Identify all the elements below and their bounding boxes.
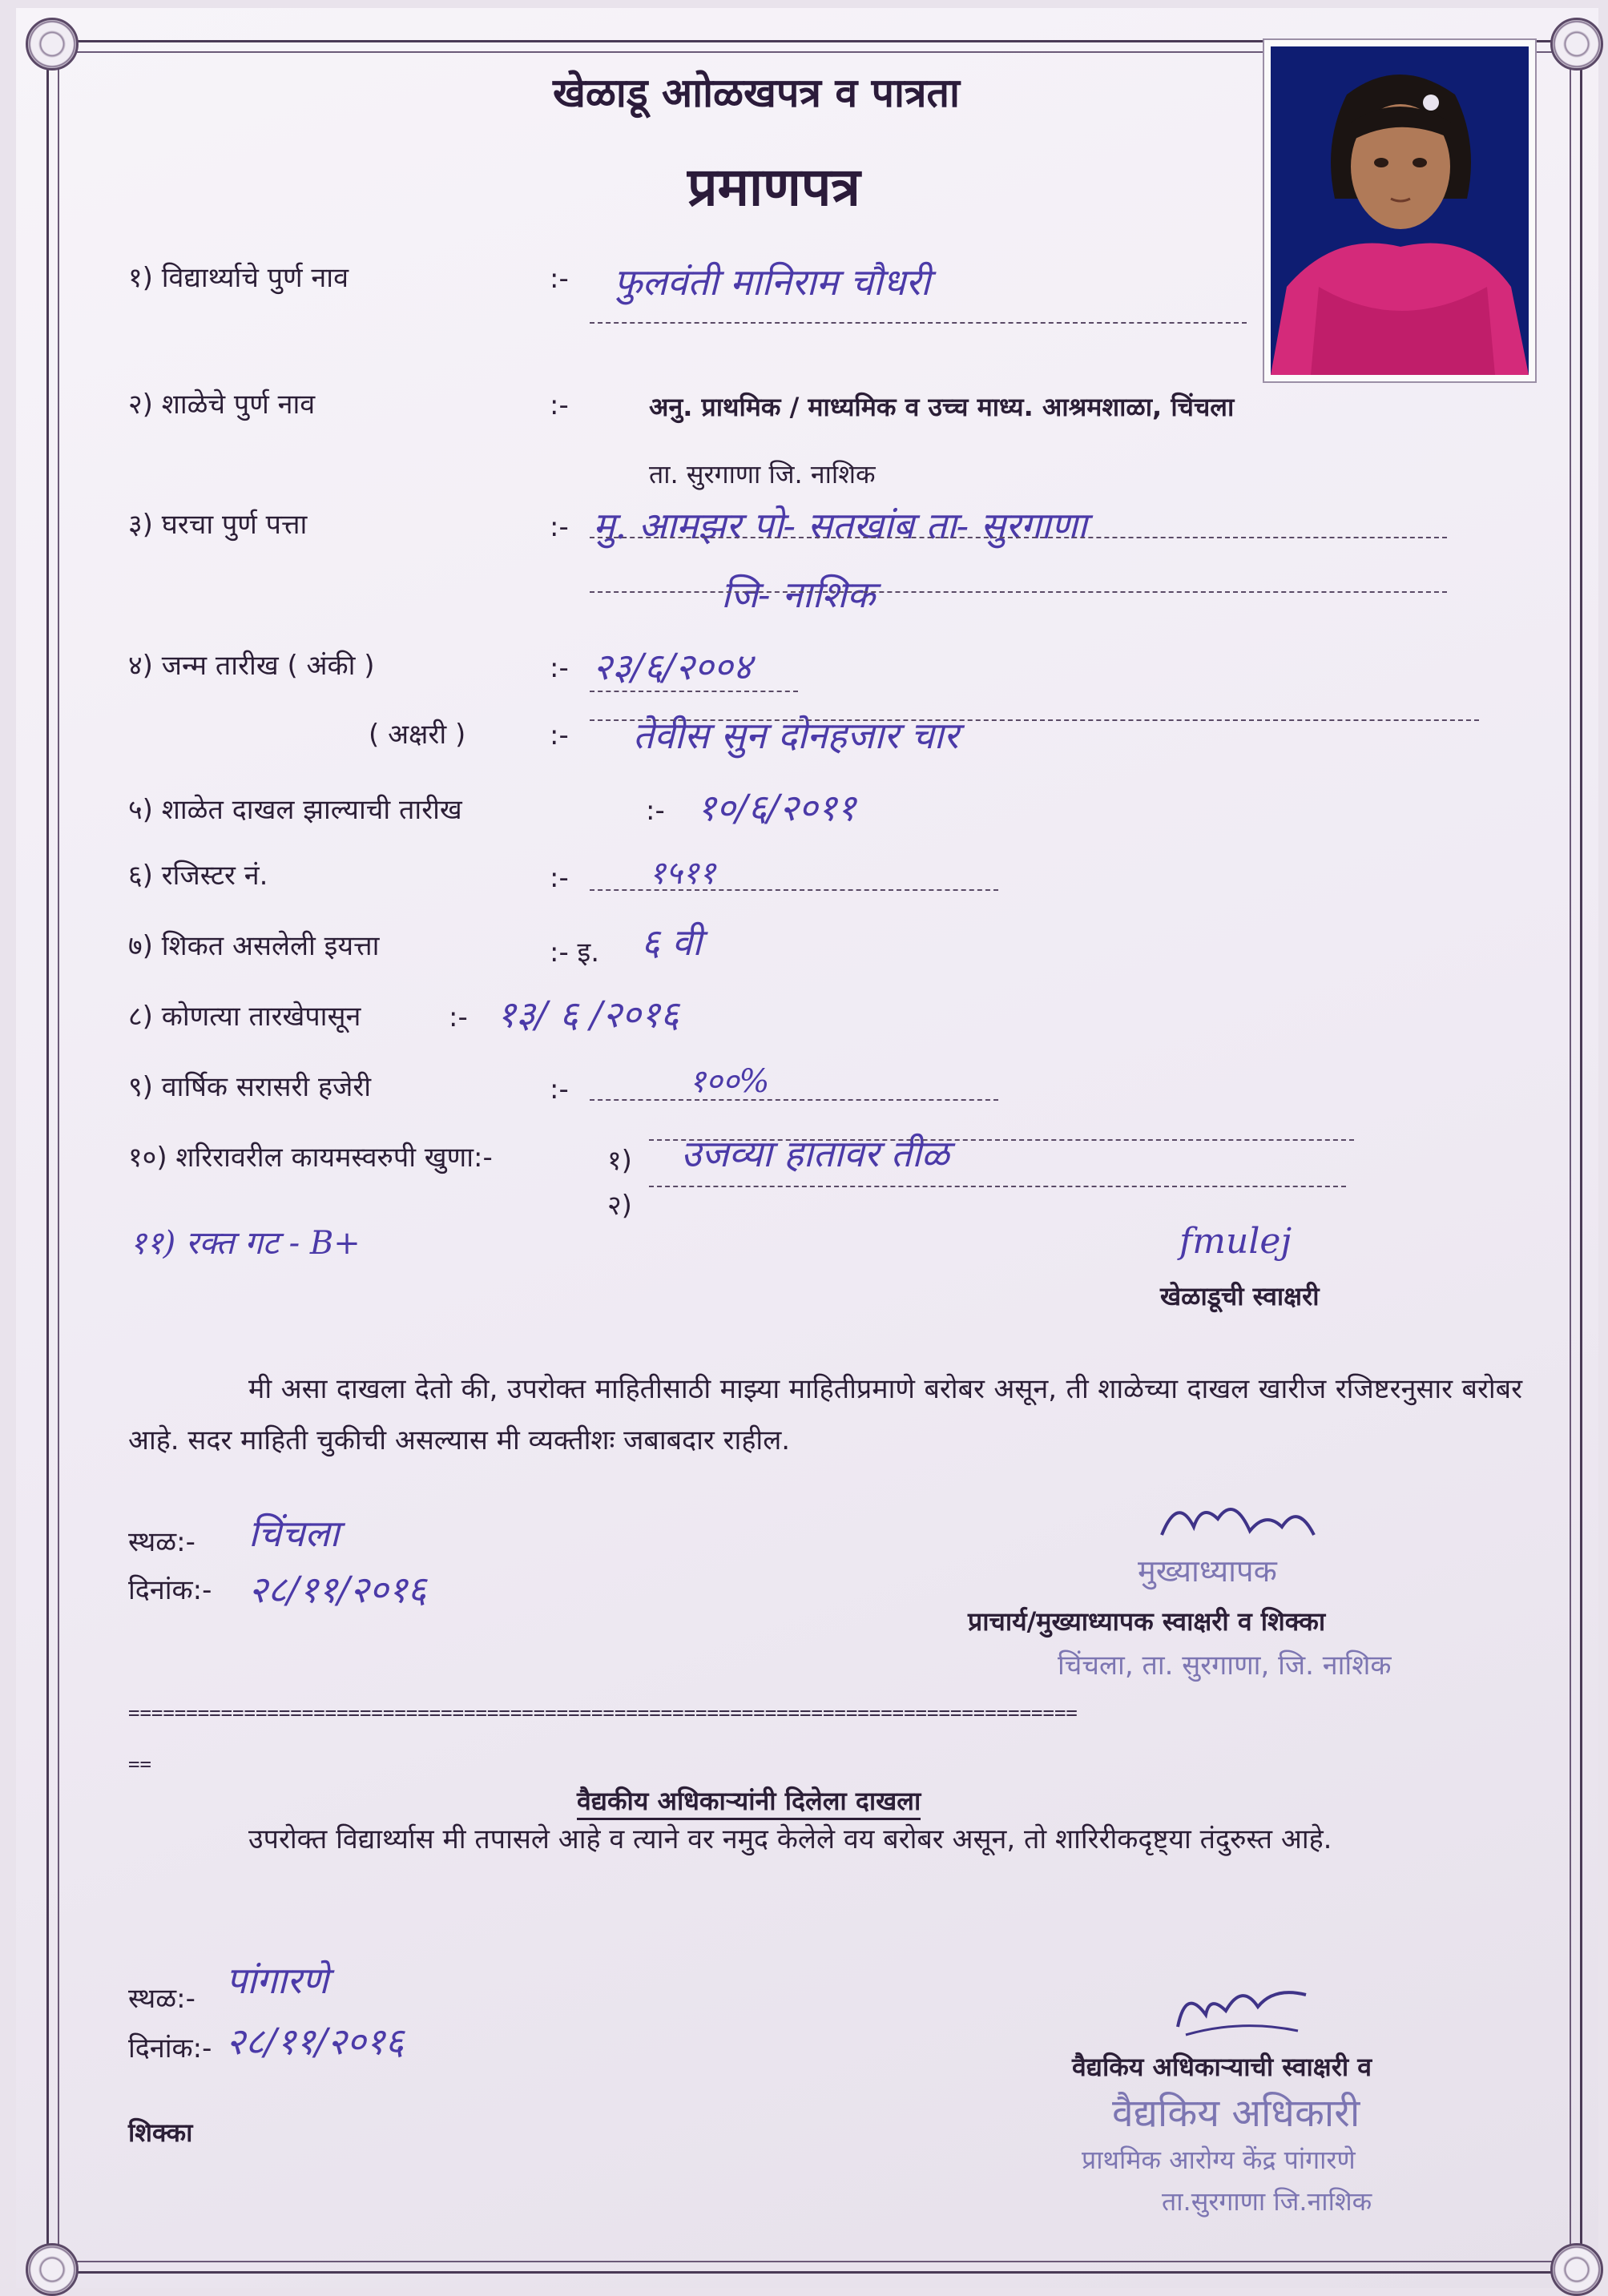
medical-text: उपरोक्त विद्यार्थ्यास मी तपासले आहे व त्याने वर नमुद केलेले वय बरोबर असून, तो शारिरीकदृष्ट्या तंदुरुस्त आहे.: [248, 1823, 1332, 1855]
birth-date-digits-value: २३/६/२००४: [593, 645, 752, 688]
medical-date-value: २८/११/२०१६: [226, 2020, 405, 2063]
medical-sign-caption: वैद्यकिय अधिकाऱ्याची स्वाक्षरी व: [1072, 2052, 1372, 2082]
medical-stamp-center: प्राथमिक आरोग्य केंद्र पांगारणे: [1082, 2145, 1356, 2175]
dotted-line: [590, 889, 998, 891]
certificate-subtitle: प्रमाणपत्र: [687, 156, 860, 218]
field-separator: :-: [550, 1073, 569, 1106]
dotted-line: [649, 1186, 1346, 1187]
field-label-birth-date: ४) जन्म तारीख ( अंकी ): [128, 650, 375, 682]
dotted-line: [590, 591, 1447, 593]
field-label-admission-date: ५) शाळेत दाखल झाल्याची तारीख: [128, 794, 462, 826]
dotted-line: [590, 537, 1447, 538]
field-label-address: ३) घरचा पुर्ण पत्ता: [128, 509, 308, 541]
dotted-line: [590, 719, 1479, 721]
field-separator: :-: [646, 795, 665, 827]
dotted-line: [590, 322, 1247, 324]
medical-seal-label: शिक्का: [128, 2117, 193, 2148]
student-photo: [1264, 40, 1535, 381]
section-divider: ==================================================================================: [128, 1702, 1078, 1724]
field-separator: :-: [449, 1001, 468, 1033]
school-date-value: २८/११/२०१६: [248, 1568, 427, 1611]
student-name-value: फुलवंती मानिराम चौधरी: [614, 260, 930, 304]
field-separator: :-: [550, 511, 569, 543]
mark-number-2: २): [607, 1190, 632, 1222]
blood-group-value: ११) रक्त गट - B+: [130, 1225, 361, 1262]
dotted-line: [649, 1139, 1354, 1141]
school-date-label: दिनांक:-: [128, 1574, 212, 1606]
field-label-identification-marks: १०) शरिरावरील कायमस्वरुपी खुणा:-: [128, 1142, 493, 1174]
corner-ornament: [1550, 18, 1603, 70]
address-value-line2: जि- नाशिक: [721, 573, 876, 616]
corner-ornament: [26, 18, 79, 70]
corner-ornament: [26, 2243, 79, 2296]
medical-place-value: पांगारणे: [226, 1959, 328, 2002]
field-label-class: ७) शिकत असलेली इयत्ता: [128, 930, 380, 962]
field-separator: :- इ.: [550, 937, 600, 969]
field-separator: :-: [550, 389, 569, 421]
certificate-title: खेळाडू आोळखपत्र व पात्रता: [553, 70, 960, 116]
since-date-value: १३/ ६ /२०१६: [497, 993, 679, 1036]
field-label-since-date: ८) कोणत्या तारखेपासून: [128, 1001, 361, 1033]
player-signature-caption: खेळाडूची स्वाक्षरी: [1160, 1281, 1320, 1311]
principal-stamp: मुख्याध्यापक: [1138, 1553, 1277, 1589]
field-label-school-name: २) शाळेचे पुर्ण नाव: [128, 389, 316, 421]
player-signature: fmulej: [1179, 1221, 1292, 1262]
field-label-attendance: ९) वार्षिक सरासरी हजेरी: [128, 1071, 372, 1103]
address-value-line1: मु. आमझर पो- सतखांब ता- सुरगाणा: [593, 504, 1087, 547]
field-separator: :-: [550, 263, 569, 295]
school-place-label: स्थळ:-: [128, 1526, 195, 1558]
identification-mark-1-value: उजव्या हातावर तीळ: [681, 1132, 949, 1175]
principal-stamp-place: चिंचला, ता. सुरगाणा, जि. नाशिक: [1058, 1649, 1392, 1682]
field-label-register-no: ६) रजिस्टर नं.: [128, 860, 268, 892]
medical-place-label: स्थळ:-: [128, 1983, 195, 2015]
birth-date-words-value: तेवीस सुन दोनहजार चार: [633, 714, 959, 757]
principal-signature: [1146, 1487, 1322, 1559]
field-label-student-name: १) विद्यार्थ्याचे पुर्ण नाव: [128, 262, 349, 294]
class-value: ६ वी: [641, 920, 703, 964]
dotted-line: [590, 1099, 998, 1101]
school-taluka-value: ता. सुरगाणा जि. नाशिक: [649, 459, 876, 489]
medical-stamp-title: वैद्यकिय अधिकारी: [1112, 2091, 1360, 2136]
field-separator: :-: [550, 652, 569, 684]
student-photo-image: [1271, 46, 1529, 375]
dotted-line: [590, 691, 798, 692]
medical-officer-signature: [1162, 1971, 1322, 2043]
mark-number-1: १): [607, 1145, 632, 1177]
field-label-birth-date-words: ( अक्षरी ): [369, 719, 466, 751]
declaration-text: मी असा दाखला देतो की, उपरोक्त माहितीसाठी माझ्या माहितीप्रमाणे बरोबर असून, ती शाळेच्या दाखल खारीज रजिष्टरनुसार बरोबर आहे. सदर माहिती चुकीची असल्यास मी व्यक्तीशः जबाबदार राहील.: [128, 1373, 1522, 1456]
corner-ornament: [1550, 2243, 1603, 2296]
medical-date-label: दिनांक:-: [128, 2032, 212, 2064]
medical-stamp-taluka: ता.सुरगाणा जि.नाशिक: [1162, 2186, 1372, 2217]
register-no-value: १५११: [649, 855, 716, 892]
principal-caption: प्राचार्य/मुख्याध्यापक स्वाक्षरी व शिक्का: [968, 1606, 1326, 1637]
section-divider-tail: ==: [128, 1753, 151, 1775]
admission-date-value: १०/६/२०११: [697, 786, 856, 829]
attendance-value: १००%: [689, 1063, 770, 1100]
school-place-value: चिंचला: [248, 1512, 340, 1555]
school-name-value: अनु. प्राथमिक / माध्यमिक व उच्च माध्य. आश्रमशाळा, चिंचला: [649, 392, 1235, 422]
certificate-page: [16, 8, 1598, 2288]
medical-heading: वैद्यकीय अधिकाऱ्यांनी दिलेला दाखला: [577, 1786, 921, 1820]
field-separator: :-: [550, 862, 569, 894]
field-separator: :-: [550, 719, 569, 751]
